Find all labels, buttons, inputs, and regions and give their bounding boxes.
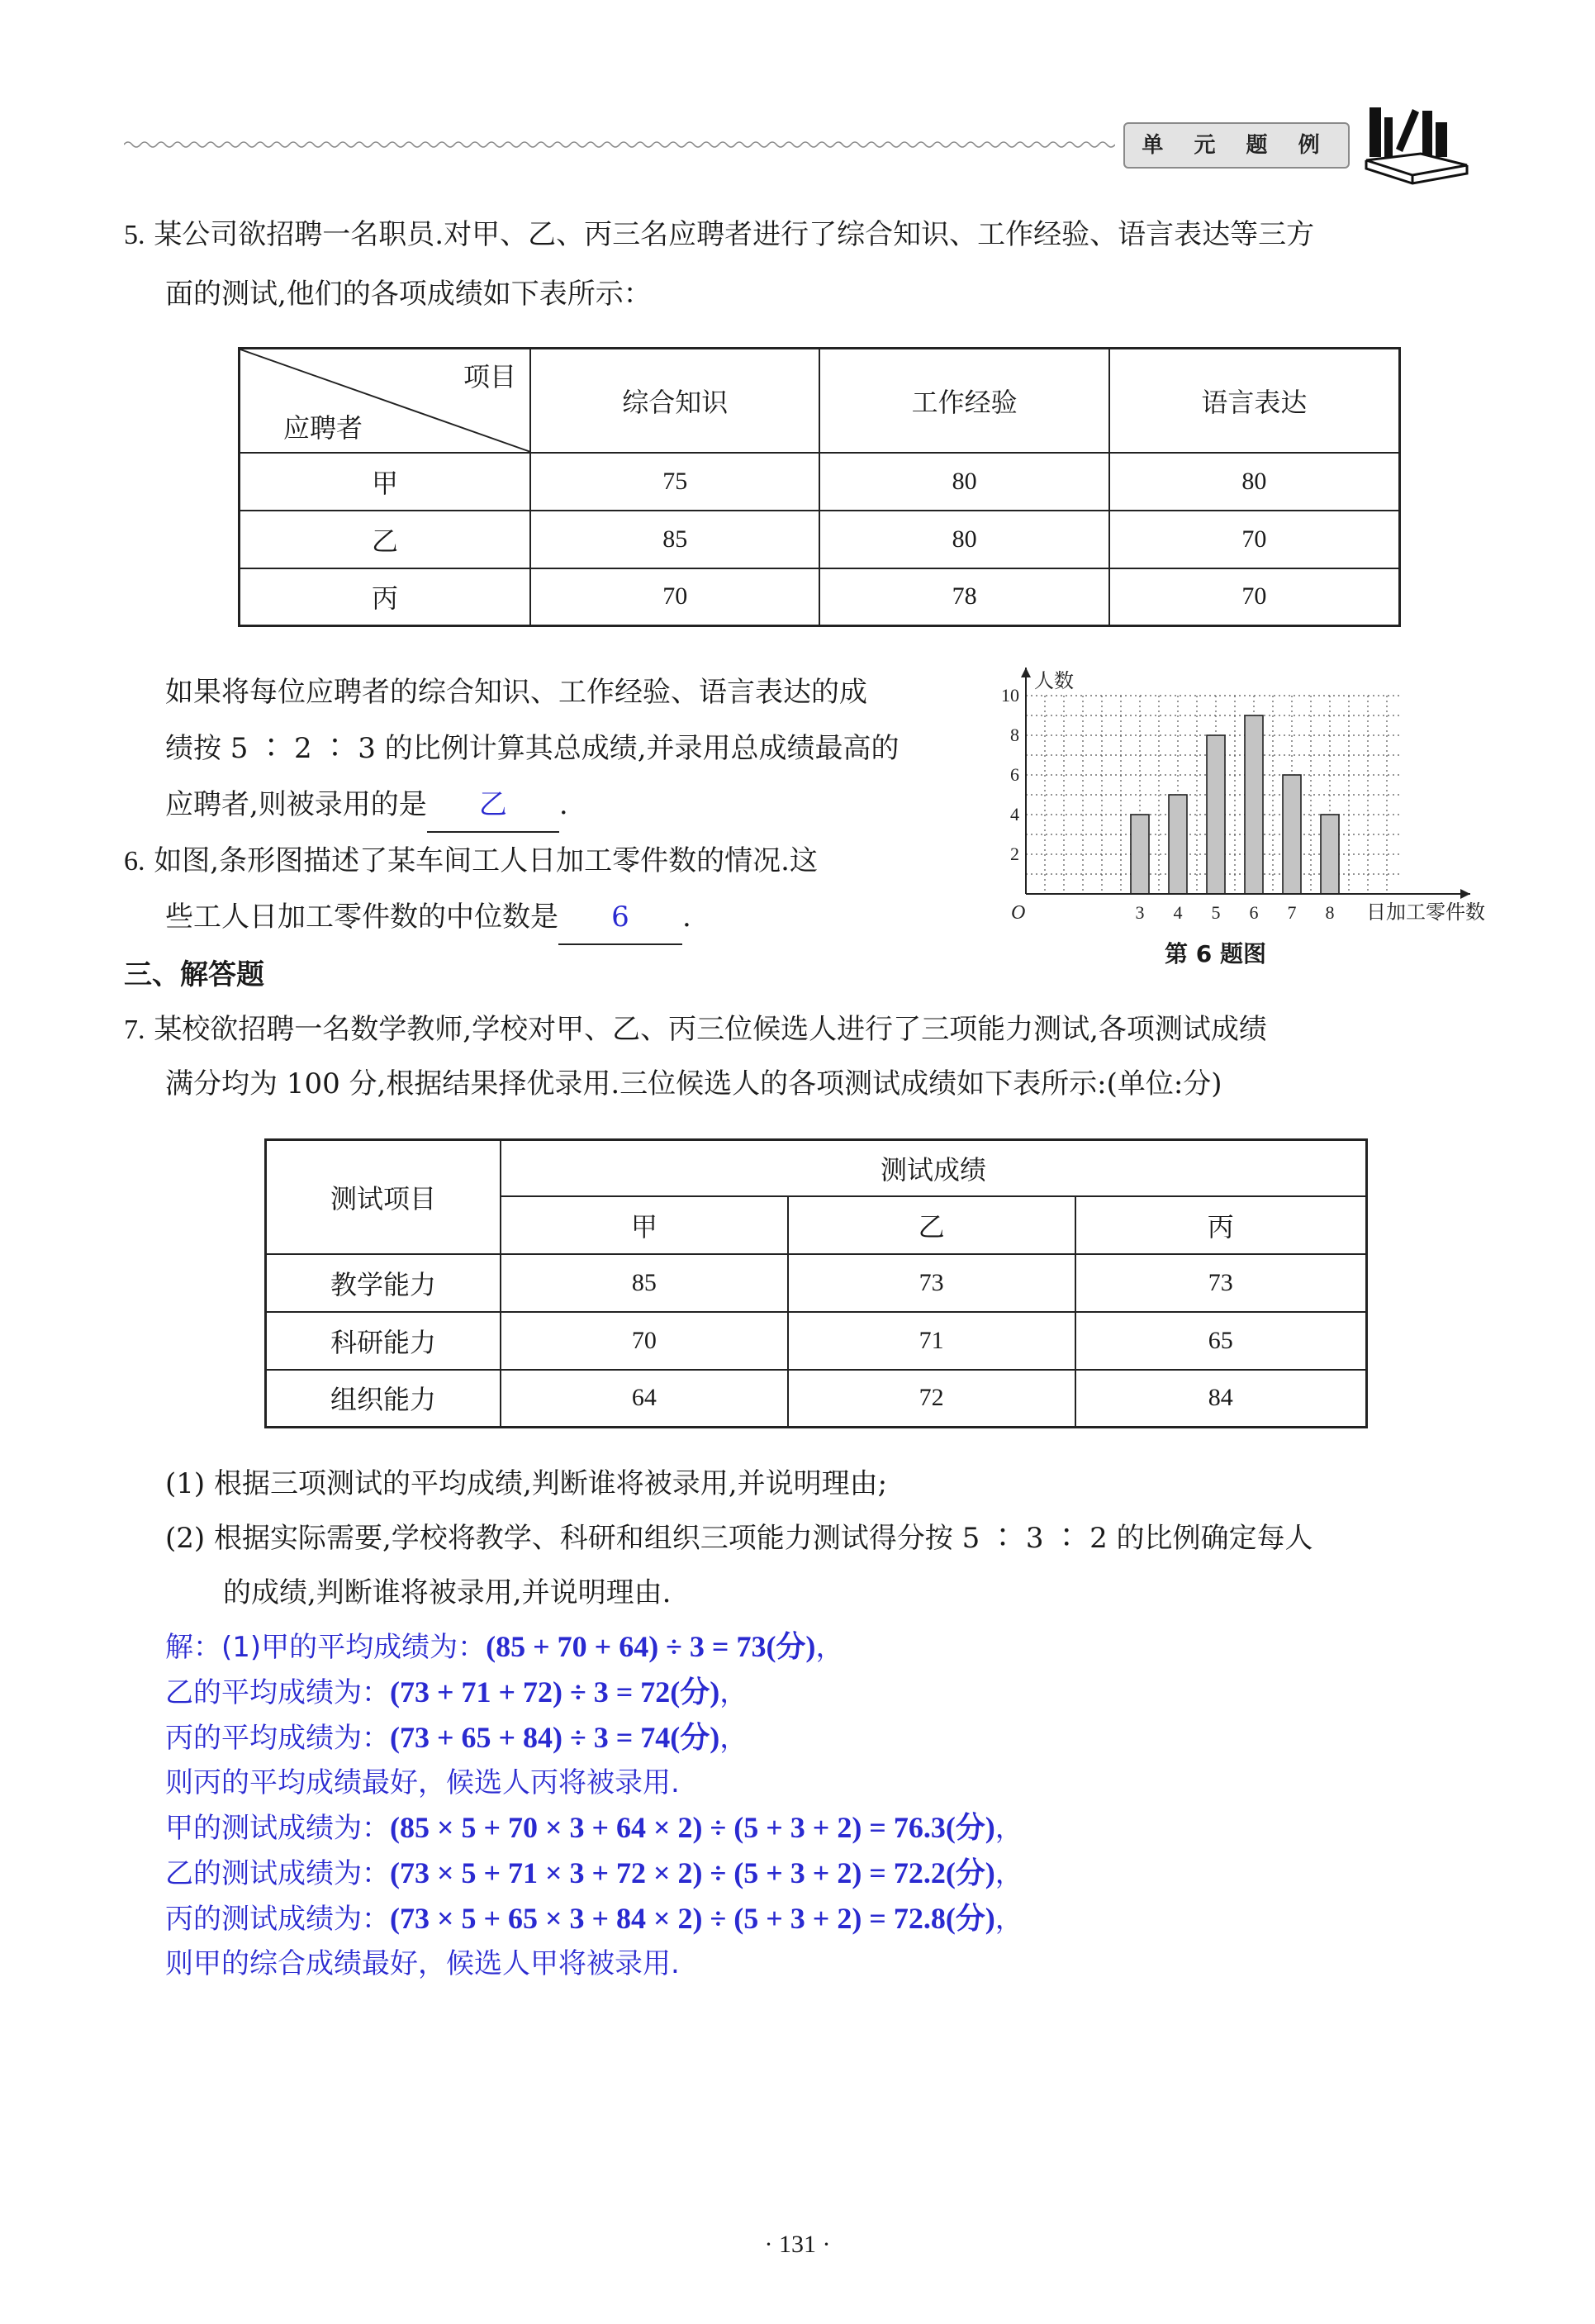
table-row [240, 511, 1400, 568]
q5-text3 [165, 778, 568, 833]
q7-sub2-line1: (2) 根据实际需要,学校将教学、科研和组织三项能力测试得分按 5 ∶ 3 ∶ 2 的比例确定每人 [165, 1522, 1313, 1555]
q5-header-2: 语言表达 [1109, 349, 1400, 453]
q7-row-name: 教学能力 [266, 1254, 501, 1312]
page-number: · 131 · [764, 2231, 831, 2258]
q7-candidate-2: 丙 [1075, 1196, 1367, 1254]
q5-cell: 80 [819, 453, 1108, 511]
q5-text3-suffix: . [558, 788, 568, 821]
solution-line [165, 1715, 1023, 1761]
q7-cell: 71 [788, 1312, 1075, 1370]
q7-candidate-0: 甲 [501, 1196, 788, 1254]
q6-answer-blank: 6 [558, 891, 682, 945]
solution-math: (73 + 71 + 72) ÷ 3 = 72(分) [390, 1675, 720, 1709]
x-tick-label: 7 [1287, 902, 1297, 923]
q7-cell: 72 [788, 1370, 1075, 1428]
bar [1321, 815, 1339, 894]
solution-math: (73 × 5 + 65 × 3 + 84 × 2) ÷ (5 + 3 + 2) = 72.8(分) [390, 1902, 995, 1935]
q6-number: 6. [124, 846, 145, 877]
y-tick-label: 10 [1001, 685, 1019, 706]
x-axis-arrow [1460, 889, 1470, 899]
q6-line2-suffix: . [682, 901, 691, 934]
table-row [266, 1312, 1367, 1370]
solution-line [165, 1624, 1023, 1670]
table-row [240, 568, 1400, 626]
x-tick-label: 5 [1211, 902, 1221, 923]
q5-cell: 70 [1109, 511, 1400, 568]
q5-cell: 80 [1109, 453, 1400, 511]
y-tick-label: 8 [1010, 725, 1019, 745]
x-tick-label: 3 [1135, 902, 1145, 923]
q6-line1 [124, 834, 818, 888]
q5-cell: 80 [819, 511, 1108, 568]
q7-cell: 85 [501, 1254, 788, 1312]
x-tick-label: 8 [1325, 902, 1335, 923]
q5-table [238, 347, 1401, 627]
q5-table-corner [240, 349, 531, 453]
q5-number: 5. [124, 220, 145, 250]
origin-label: O [1011, 902, 1026, 924]
q5-text3-prefix: 应聘者,则被录用的是 [165, 788, 427, 821]
q6-line2-prefix: 些工人日加工零件数的中位数是 [165, 901, 558, 934]
q6-line2 [165, 891, 691, 945]
solution-math: (73 × 5 + 71 × 3 + 72 × 2) ÷ (5 + 3 + 2) = 72.2(分) [390, 1856, 995, 1889]
solution-text: 乙的平均成绩为： [165, 1676, 390, 1709]
q6-text1: 如图,条形图描述了某车间工人日加工零件数的情况.这 [154, 844, 818, 877]
q7-cell: 64 [501, 1370, 788, 1428]
q7-sub1: (1) 根据三项测试的平均成绩,判断谁将被录用,并说明理由; [165, 1467, 888, 1500]
q6-caption: 第 6 题图 [1165, 940, 1266, 967]
q5-cell: 75 [530, 453, 819, 511]
y-axis-label: 人数 [1034, 671, 1074, 692]
solution-text: 则丙的平均成绩最好，候选人丙将被录用. [165, 1766, 680, 1799]
q7-cell: 73 [788, 1254, 1075, 1312]
bar-chart [991, 661, 1487, 934]
solution-line [165, 1851, 1023, 1896]
bar [1283, 775, 1301, 894]
q7-candidate-1: 乙 [788, 1196, 1075, 1254]
solution-line [165, 1670, 1023, 1715]
table-row [266, 1254, 1367, 1312]
q7-line1 [124, 1003, 1267, 1057]
solution-math: (85 × 5 + 70 × 3 + 64 × 2) ÷ (5 + 3 + 2) = 76.3(分) [390, 1811, 995, 1844]
q5-answer-blank: 乙 [427, 778, 559, 833]
bar [1131, 815, 1149, 894]
y-tick-label: 4 [1010, 804, 1019, 825]
y-axis-arrow [1021, 668, 1031, 677]
solution-text: 丙的测试成绩为： [165, 1903, 390, 1936]
solution-tail: ， [995, 1903, 1023, 1936]
x-tick-label: 4 [1173, 902, 1183, 923]
solution-math: (85 + 70 + 64) ÷ 3 = 73(分) [486, 1630, 816, 1663]
solution-text: 乙的测试成绩为： [165, 1857, 390, 1890]
corner-bottom-label: 应聘者 [283, 411, 363, 444]
q5-row-name: 丙 [240, 568, 531, 626]
solution-block [165, 1624, 1023, 1986]
solution-tail: ， [719, 1676, 748, 1709]
q7-item-header: 测试项目 [266, 1140, 501, 1254]
q7-cell: 70 [501, 1312, 788, 1370]
solution-tail: ， [815, 1631, 844, 1664]
q5-cell: 70 [1109, 568, 1400, 626]
q7-cell: 84 [1075, 1370, 1367, 1428]
header-wavy-rule [124, 139, 1115, 150]
corner-top-label: 项目 [463, 361, 516, 392]
section-title: 三、解答题 [124, 958, 264, 991]
q7-cell: 65 [1075, 1312, 1367, 1370]
q7-number: 7. [124, 1015, 145, 1045]
q5-cell: 85 [530, 511, 819, 568]
q7-table [264, 1138, 1368, 1428]
q5-text1: 某公司欲招聘一名职员.对甲、乙、丙三名应聘者进行了综合知识、工作经验、语言表达等三方 [154, 218, 1315, 251]
q5-text1: 如果将每位应聘者的综合知识、工作经验、语言表达的成 [165, 676, 867, 709]
q7-line2: 满分均为 100 分,根据结果择优录用.三位候选人的各项测试成绩如下表所示:(单位:分) [165, 1067, 1222, 1100]
q5-row-name: 甲 [240, 453, 531, 511]
q7-row-name: 科研能力 [266, 1312, 501, 1370]
table-row [240, 453, 1400, 511]
q7-row-name: 组织能力 [266, 1370, 501, 1428]
q5-line1 [124, 208, 1314, 262]
q7-cell: 73 [1075, 1254, 1367, 1312]
x-axis-label: 日加工零件数 [1366, 902, 1485, 924]
q7-score-header: 测试成绩 [501, 1140, 1367, 1196]
table-row [266, 1370, 1367, 1428]
books-icon [1363, 99, 1470, 190]
q5-line2: 面的测试,他们的各项成绩如下表所示： [165, 278, 652, 311]
solution-line [165, 1941, 1023, 1986]
solution-line [165, 1896, 1023, 1941]
q7-sub2-line2: 的成绩,判断谁将被录用,并说明理由. [223, 1576, 672, 1609]
solution-line [165, 1761, 1023, 1805]
bar [1245, 715, 1263, 894]
solution-line [165, 1805, 1023, 1851]
bar [1207, 735, 1225, 894]
unit-tab: 单 元 题 例 [1123, 122, 1350, 169]
bar [1169, 795, 1187, 894]
q5-cell: 70 [530, 568, 819, 626]
solution-text: 则甲的综合成绩最好，候选人甲将被录用. [165, 1947, 680, 1980]
q7-text1: 某校欲招聘一名数学教师,学校对甲、乙、丙三位候选人进行了三项能力测试,各项测试成绩 [154, 1013, 1267, 1046]
q5-text2: 绩按 5 ∶ 2 ∶ 3 的比例计算其总成绩,并录用总成绩最高的 [165, 732, 900, 765]
q5-header-1: 工作经验 [819, 349, 1108, 453]
solution-text: 丙的平均成绩为： [165, 1722, 390, 1755]
x-tick-label: 6 [1249, 902, 1259, 923]
solution-math: (73 + 65 + 84) ÷ 3 = 74(分) [390, 1721, 720, 1754]
q5-row-name: 乙 [240, 511, 531, 568]
solution-text: 解：(1)甲的平均成绩为： [165, 1631, 487, 1664]
y-tick-label: 6 [1010, 764, 1019, 785]
q5-cell: 78 [819, 568, 1108, 626]
q5-header-0: 综合知识 [530, 349, 819, 453]
solution-tail: ， [719, 1722, 748, 1755]
y-tick-label: 2 [1010, 844, 1019, 864]
solution-text: 甲的测试成绩为： [165, 1812, 390, 1845]
solution-tail: ， [995, 1812, 1023, 1845]
solution-tail: ， [995, 1857, 1023, 1890]
